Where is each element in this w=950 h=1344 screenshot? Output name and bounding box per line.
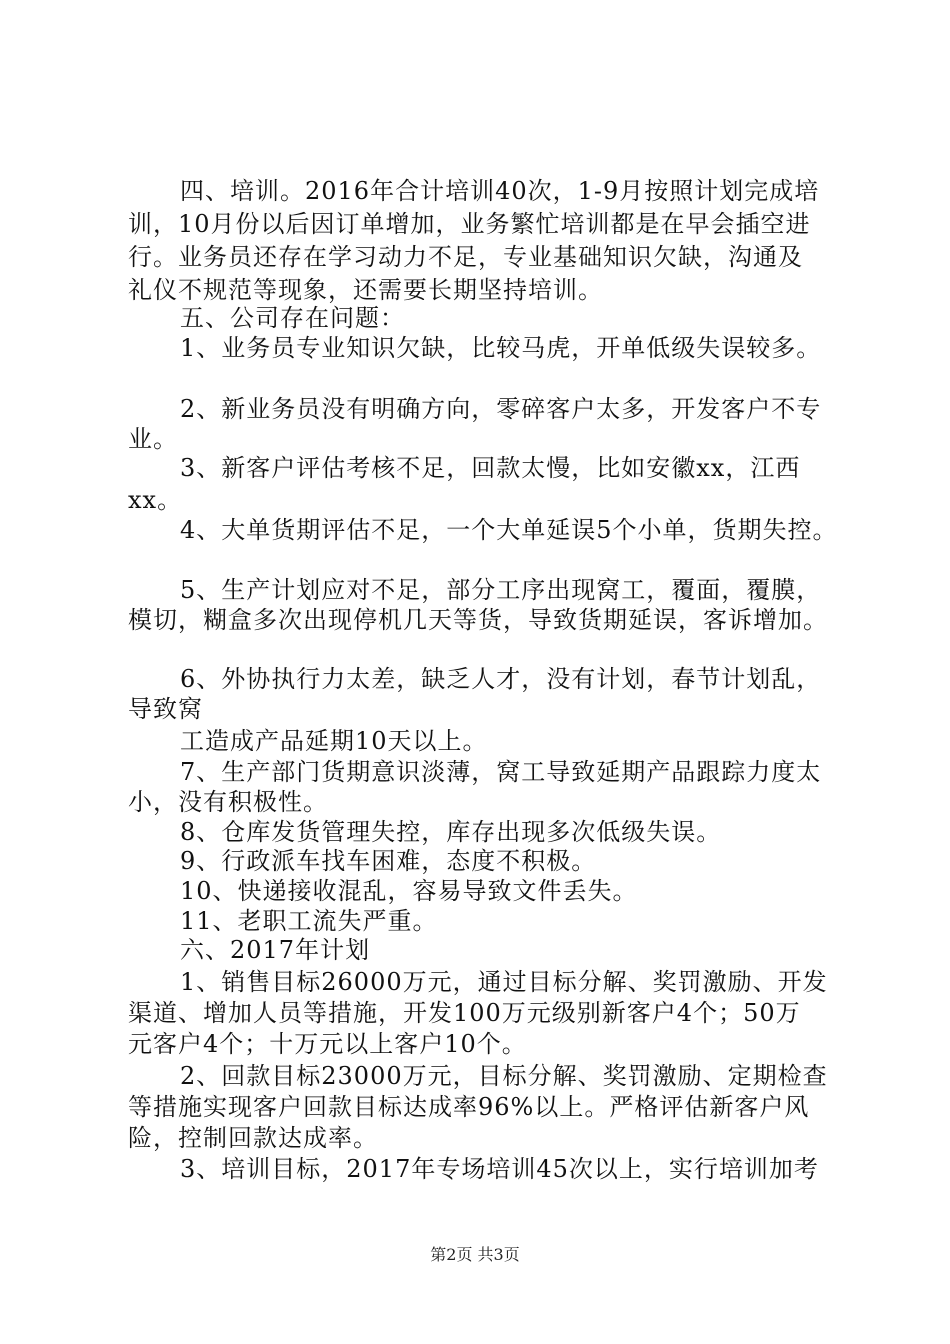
text-line-30: 3、培训目标，2017年专场培训45次以上，实行培训加考	[180, 1155, 819, 1183]
page-footer: 第2页 共3页	[430, 1245, 520, 1264]
text-line-6: 1、业务员专业知识欠缺，比较马虎，开单低级失误较多。	[180, 334, 822, 362]
text-line-22: 11、老职工流失严重。	[180, 907, 438, 935]
text-line-29: 险，控制回款达成率。	[128, 1124, 378, 1152]
text-line-18: 小，没有积极性。	[128, 788, 328, 816]
text-line-7: 2、新业务员没有明确方向，零碎客户太多，开发客户不专	[180, 395, 822, 423]
text-line-12: 5、生产计划应对不足，部分工序出现窝工，覆面，覆膜，	[180, 576, 822, 604]
text-line-1: 四、培训。2016年合计培训40次，1-9月按照计划完成培	[180, 177, 820, 205]
text-line-5: 五、公司存在问题：	[180, 304, 405, 332]
text-line-4: 礼仪不规范等现象，还需要长期坚持培训。	[128, 276, 603, 304]
text-line-25: 渠道、增加人员等措施，开发100万元级别新客户4个；50万	[128, 999, 801, 1027]
text-line-21: 10、快递接收混乱，容易导致文件丢失。	[180, 877, 638, 905]
text-line-27: 2、回款目标23000万元，目标分解、奖罚激励、定期检查	[180, 1062, 828, 1090]
text-line-11: 4、大单货期评估不足，一个大单延误5个小单，货期失控。	[180, 516, 838, 544]
text-line-3: 行。业务员还存在学习动力不足，专业基础知识欠缺，沟通及	[128, 243, 803, 271]
text-line-10: xx。	[128, 486, 183, 514]
text-line-20: 9、行政派车找车困难，态度不积极。	[180, 847, 597, 875]
text-line-15: 导致窝	[128, 695, 203, 723]
text-line-23: 六、2017年计划	[180, 936, 371, 964]
text-line-17: 7、生产部门货期意识淡薄，窝工导致延期产品跟踪力度太	[180, 758, 822, 786]
text-line-26: 元客户4个；十万元以上客户10个。	[128, 1030, 527, 1058]
text-line-9: 3、新客户评估考核不足，回款太慢，比如安徽xx，江西	[180, 454, 801, 482]
text-line-13: 模切，糊盒多次出现停机几天等货，导致货期延误，客诉增加。	[128, 606, 828, 634]
text-line-19: 8、仓库发货管理失控，库存出现多次低级失误。	[180, 818, 722, 846]
text-line-8: 业。	[128, 425, 178, 453]
text-line-16: 工造成产品延期10天以上。	[180, 727, 488, 755]
text-line-14: 6、外协执行力太差，缺乏人才，没有计划，春节计划乱，	[180, 665, 822, 693]
text-line-2: 训，10月份以后因订单增加，业务繁忙培训都是在早会插空进	[128, 210, 811, 238]
text-line-24: 1、销售目标26000万元，通过目标分解、奖罚激励、开发	[180, 968, 828, 996]
text-line-28: 等措施实现客户回款目标达成率96%以上。严格评估新客户风	[128, 1093, 810, 1121]
